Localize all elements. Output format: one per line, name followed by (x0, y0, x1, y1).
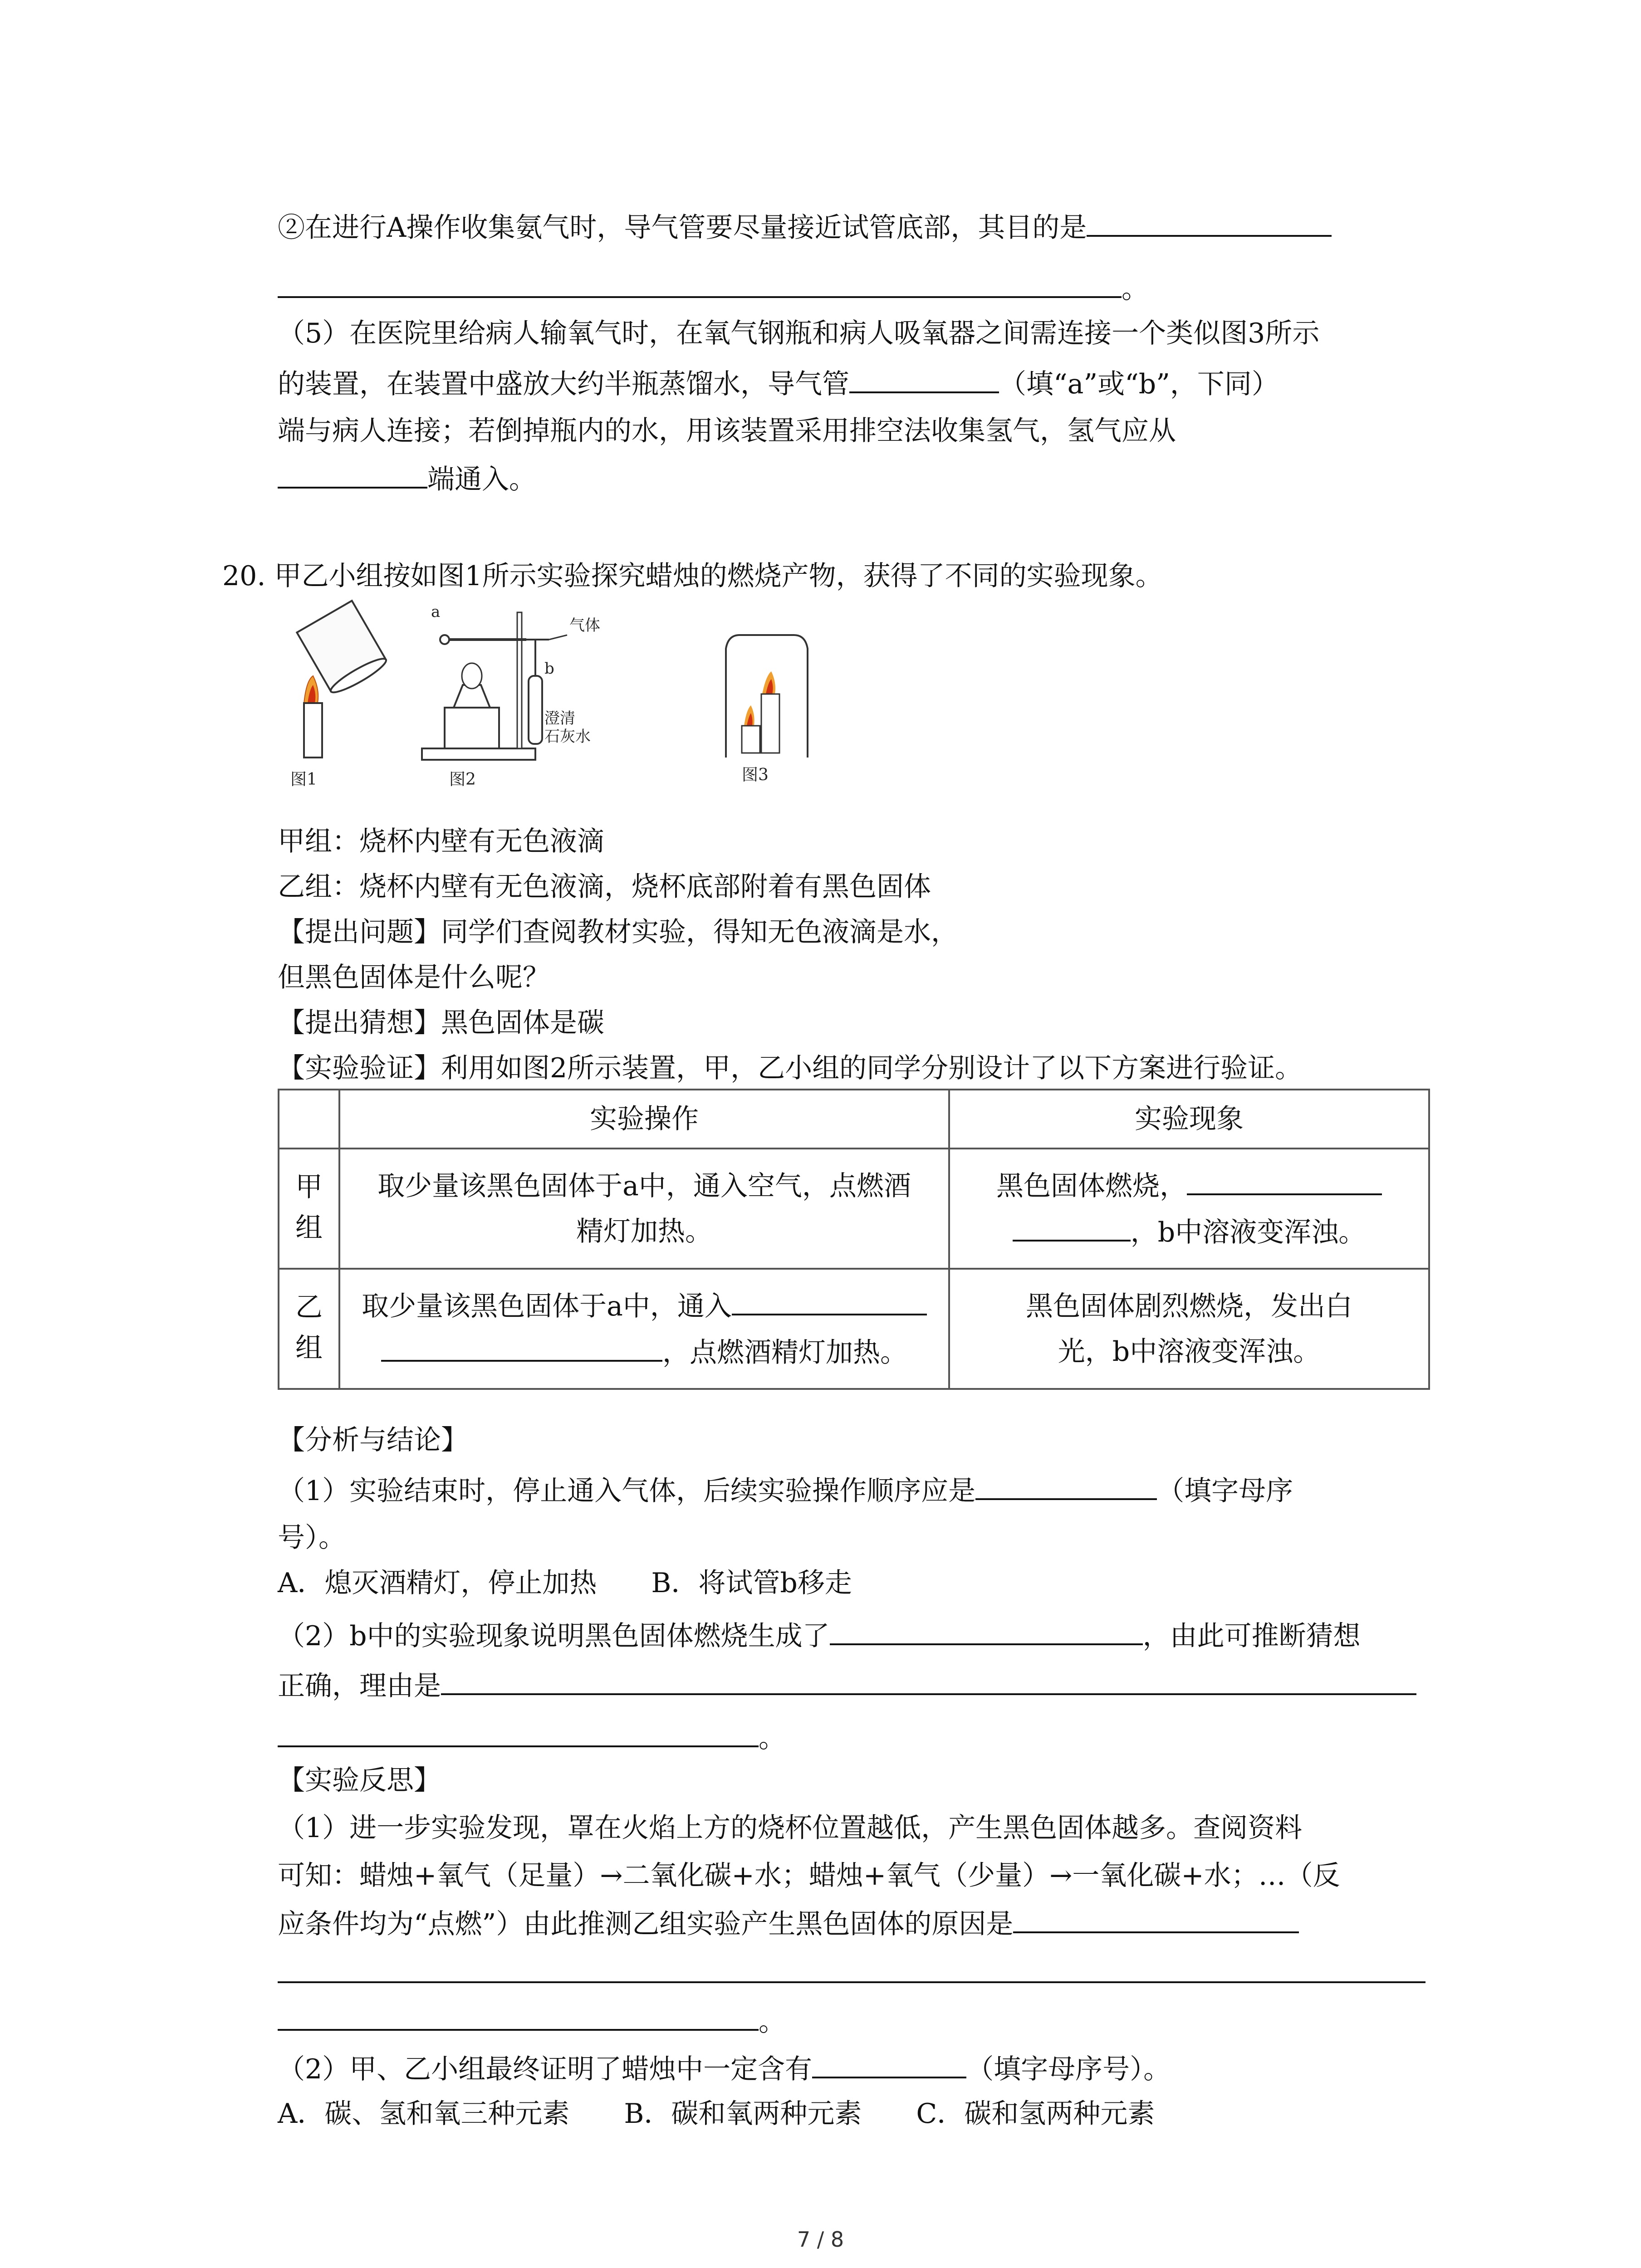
q19-p5-line4: 端通入。 (278, 456, 536, 502)
header-operation: 实验操作 (339, 1090, 949, 1149)
reflection-2-line1: （2）甲、乙小组最终证明了蜡烛中一定含有 （填字母序号）。 (278, 2046, 1171, 2092)
reflection-1-line1: （1）进一步实验发现，罩在火焰上方的烧杯位置越低，产生黑色固体越多。查阅资料 (278, 1812, 1303, 1844)
label-gas: 气体 (569, 616, 600, 635)
q19-p5-line3: 端与病人连接；若倒掉瓶内的水，用该装置采用排空法收集氢气，氢气应从 (278, 415, 1176, 447)
answer-blank[interactable] (381, 1329, 662, 1362)
analysis-title: 【分析与结论】 (278, 1424, 468, 1456)
table-corner (279, 1090, 339, 1149)
table-row (279, 1269, 1429, 1389)
answer-blank[interactable] (1087, 204, 1332, 237)
group-cell: 甲组 (279, 1149, 339, 1269)
q19-line1: ②在进行A操作收集氨气时，导气管要尽量接近试管底部，其目的是 (278, 204, 1332, 250)
question-line2: 但黑色固体是什么呢？ (278, 962, 550, 993)
figure1-beaker-candle (290, 601, 389, 789)
group-cell: 乙组 (279, 1269, 339, 1389)
phenomenon-cell: 黑色固体燃烧， ，b中溶液变浑浊。 (949, 1149, 1429, 1269)
label-b: b (544, 660, 554, 678)
operation-cell: 取少量该黑色固体于a中，通入空气，点燃酒 精灯加热。 (339, 1149, 949, 1269)
answer-blank[interactable] (732, 1283, 927, 1315)
group-a-observation: 甲组：烧杯内壁有无色液滴 (278, 826, 604, 857)
operation-cell: 取少量该黑色固体于a中，通入 ，点燃酒精灯加热。 (339, 1269, 949, 1389)
answer-blank[interactable] (812, 2046, 966, 2078)
analysis-2-line3: 。 (278, 1715, 786, 1761)
verification: 【实验验证】利用如图2所示装置，甲，乙小组的同学分别设计了以下方案进行验证。 (278, 1052, 1303, 1084)
answer-blank[interactable] (278, 1950, 1425, 1983)
answer-blank[interactable] (441, 1662, 1416, 1695)
header-phenomenon: 实验现象 (949, 1090, 1429, 1149)
answer-blank[interactable] (1013, 1901, 1299, 1933)
experiment-table (278, 1089, 1430, 1390)
q20-intro: 20. 甲乙小组按如图1所示实验探究蜡烛的燃烧产物，获得了不同的实验现象。 (222, 560, 1163, 592)
q19-p5-line1: （5）在医院里给病人输氧气时，在氧气钢瓶和病人吸氧器之间需连接一个类似图3所示 (278, 318, 1320, 349)
analysis-2-line1: （2）b中的实验现象说明黑色固体燃烧生成了 ，由此可推断猜想 (278, 1613, 1361, 1659)
q19-p5-line2: 的装置，在装置中盛放大约半瓶蒸馏水，导气管 （填“a”或“b”，下同） (278, 361, 1279, 407)
answer-blank[interactable] (1187, 1163, 1382, 1195)
fig3-label: 图3 (742, 766, 769, 784)
answer-blank[interactable] (278, 1715, 759, 1747)
label-limewater-2: 石灰水 (544, 728, 591, 746)
answer-blank[interactable] (975, 1467, 1157, 1500)
reflection-title: 【实验反思】 (278, 1765, 441, 1796)
analysis-1-line2: 号）。 (278, 1522, 346, 1554)
q19-line2: 。 (278, 265, 1149, 312)
hypothesis: 【提出猜想】黑色固体是碳 (278, 1007, 604, 1039)
answer-blank[interactable] (278, 1998, 759, 2031)
answer-blank[interactable] (278, 265, 1122, 298)
phenomenon-cell: 黑色固体剧烈燃烧，发出白 光，b中溶液变浑浊。 (949, 1269, 1429, 1389)
analysis-1-line1: （1）实验结束时，停止通入气体，后续实验操作顺序应是 （填字母序 (278, 1467, 1293, 1514)
analysis-1-options: A．熄灭酒精灯，停止加热 B．将试管b移走 (278, 1567, 852, 1599)
fig2-label: 图2 (449, 770, 476, 789)
answer-blank[interactable] (1013, 1209, 1131, 1242)
experiment-figure (272, 599, 839, 812)
figure2-apparatus (422, 603, 600, 789)
reflection-1-line4 (278, 1950, 1425, 1997)
question-line1: 【提出问题】同学们查阅教材实验，得知无色液滴是水， (278, 916, 958, 948)
label-limewater-1: 澄清 (544, 709, 575, 728)
group-b-observation: 乙组：烧杯内壁有无色液滴，烧杯底部附着有黑色固体 (278, 871, 931, 903)
analysis-2-line2: 正确，理由是 (278, 1662, 1416, 1709)
page-number: 7 / 8 (797, 2227, 844, 2252)
figure3-jar-candles (726, 635, 808, 784)
answer-blank[interactable] (849, 361, 999, 393)
reflection-1-line2: 可知：蜡烛+氧气（足量）→二氧化碳+水；蜡烛+氧气（少量）→一氧化碳+水；…（反 (278, 1860, 1340, 1892)
table-row (279, 1149, 1429, 1269)
answer-blank[interactable] (830, 1613, 1143, 1645)
reflection-2-options: A．碳、氢和氧三种元素 B．碳和氧两种元素 C．碳和氢两种元素 (278, 2098, 1155, 2130)
reflection-1-line3: 应条件均为“点燃”）由此推测乙组实验产生黑色固体的原因是 (278, 1901, 1299, 1947)
label-a: a (431, 603, 441, 621)
reflection-1-line5: 。 (278, 1998, 786, 2044)
answer-blank[interactable] (278, 456, 427, 489)
fig1-label: 图1 (290, 770, 317, 789)
